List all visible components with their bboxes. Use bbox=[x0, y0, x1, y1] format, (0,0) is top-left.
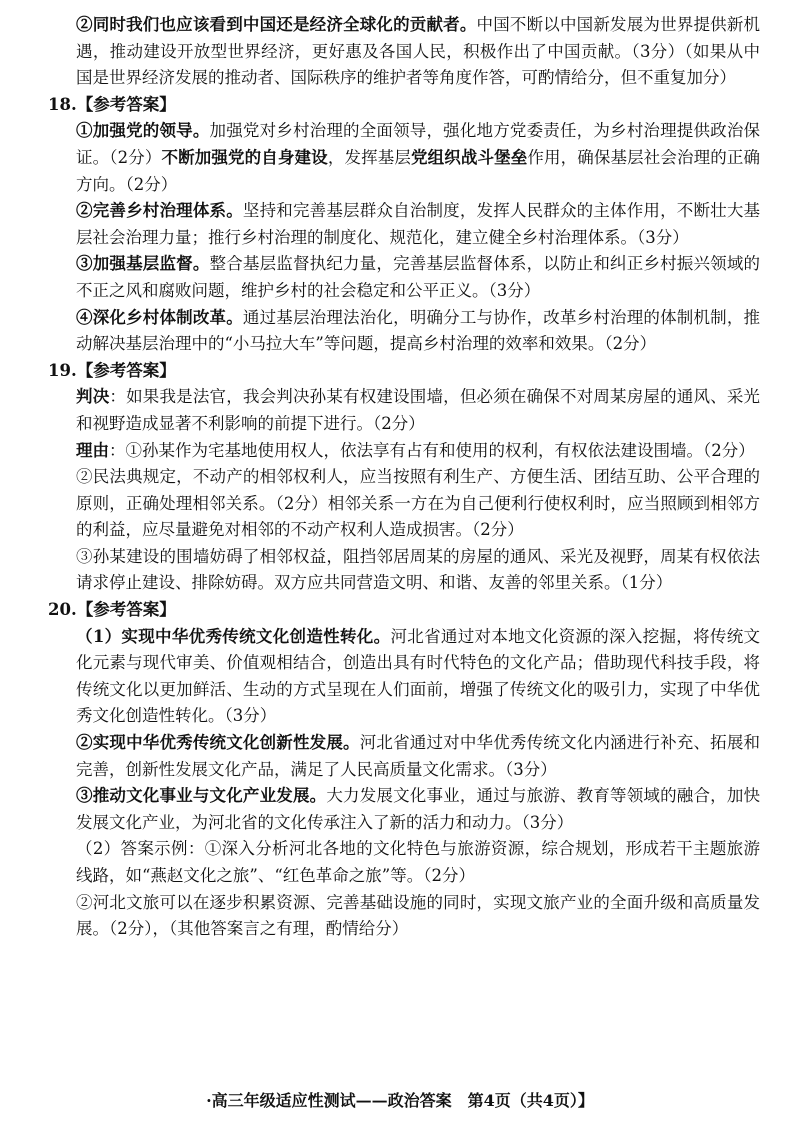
answer-text: ：如果我是法官，我会判决孙某有权建设围墙，但必须在确保不对周某房屋的通风、采光和视野造成显著不利影响的前提下进行。（2分） bbox=[76, 387, 760, 433]
answer-point-title: 判决 bbox=[76, 387, 110, 407]
answer-text: （2）答案示例：①深入分析河北各地的文化特色与旅游资源，综合规划，形成若干主题旅游线路，如“燕赵文化之旅”、“红色革命之旅”等。（2分） bbox=[76, 839, 760, 885]
answer-point-title: 理由 bbox=[76, 440, 109, 460]
answer-point-title: ③加强基层监督。 bbox=[76, 254, 210, 274]
answer-point-title: ③推动文化事业与文化产业发展。 bbox=[76, 786, 327, 806]
question-heading: 18.【参考答案】 bbox=[48, 94, 176, 114]
answer-text: 大力发展文化事业，通过与旅游、教育等领域的融合，加快发展文化产业，为河北省的文化传承注入了新的活力和动力。（3分） bbox=[76, 786, 760, 832]
page-footer: ·高三年级适应性测试——政治答案 第4页（共4页）】 bbox=[206, 1091, 594, 1110]
answer-point-title: ④深化乡村体制改革。 bbox=[76, 307, 243, 327]
answer-text: 坚持和完善基层群众自治制度，发挥人民群众的主体作用，不断壮大基层社会治理力量；推行乡村治理的制度化、规范化，建立健全乡村治理体系。（3分） bbox=[76, 201, 760, 247]
answer-paragraph bbox=[48, 624, 760, 730]
answer-text: 作用，确保基层社会治理的正确方向。（2分） bbox=[76, 147, 761, 194]
answer-paragraph bbox=[48, 890, 760, 943]
answer-paragraph bbox=[48, 118, 760, 198]
answer-text: 中国不断以中国新发展为世界提供新机遇，推动建设开放型世界经济，更好惠及各国人民，积极作出了中国贡献。（3分）（如果从中国是世界经济发展的推动者、国际秩序的维护者等角度作答，可酌情给分，但不重复加分） bbox=[76, 15, 760, 88]
answer-text: ：①孙某作为宅基地使用权人，依法享有占有和使用的权利，有权依法建设围墙。（2分） bbox=[109, 440, 755, 460]
answer-text: 整合基层监督执纪力量，完善基层监督体系，以防止和纠正乡村振兴领域的不正之风和腐败问题，维护乡村的社会稳定和公平正义。（3分） bbox=[76, 254, 760, 300]
answer-paragraph bbox=[48, 12, 760, 92]
answer-paragraph bbox=[48, 251, 760, 304]
answer-point-title: （1）实现中华优秀传统文化创造性转化。 bbox=[76, 626, 391, 646]
answer-text: 通过基层治理法治化，明确分工与协作，改革乡村治理的体制机制，推动解决基层治理中的“小马拉大车”等问题，提高乡村治理的效率和效果。（2分） bbox=[76, 307, 760, 354]
answer-paragraph bbox=[48, 305, 760, 358]
answer-text: ③孙某建设的围墙妨碍了相邻权益，阻挡邻居周某的房屋的通风、采光及视野，周某有权依法请求停止建设、排除妨碍。双方应共同营造文明、和谐、友善的邻里关系。（1分） bbox=[76, 546, 760, 593]
question-heading: 19.【参考答案】 bbox=[48, 360, 176, 380]
question-heading: 20.【参考答案】 bbox=[48, 600, 176, 620]
answer-point-title: ①加强党的领导。 bbox=[76, 121, 210, 141]
answer-paragraph bbox=[48, 198, 760, 251]
answer-point-title: 党组织战斗堡垒 bbox=[410, 147, 528, 167]
answer-point-title: 不断加强党的自身建设 bbox=[161, 147, 328, 167]
answer-point-title: ②实现中华优秀传统文化创新性发展。 bbox=[76, 733, 360, 753]
answer-point-title: ②同时我们也应该看到中国还是经济全球化的贡献者。 bbox=[76, 15, 477, 34]
answer-paragraph bbox=[48, 730, 760, 783]
answer-paragraph bbox=[48, 544, 760, 597]
answer-paragraph bbox=[48, 783, 760, 836]
answer-text: ②河北文旅可以在逐步积累资源、完善基础设施的同时，实现文旅产业的全面升级和高质量发展。（2分），（其他答案言之有理，酌情给分） bbox=[76, 892, 760, 939]
answer-text: ，发挥基层 bbox=[327, 147, 411, 167]
answer-paragraph bbox=[48, 384, 760, 437]
answer-text: 加强党对乡村治理的全面领导，强化地方党委责任，为乡村治理提供政治保证。（2分） bbox=[76, 121, 760, 167]
answer-point-title: ②完善乡村治理体系。 bbox=[76, 201, 243, 221]
answer-text: ②民法典规定，不动产的相邻权利人，应当按照有利生产、方便生活、团结互助、公平合理的原则，正确处理相邻关系。（2分）相邻关系一方在为自己便利行使权利时，应当照顾到相邻方的利益，应尽量避免对相邻的不动产权利人造成损害。（2分） bbox=[76, 467, 760, 540]
answer-paragraph bbox=[48, 464, 760, 544]
answer-text: 河北省通过对本地文化资源的深入挖掘，将传统文化元素与现代审美、价值观相结合，创造出具有时代特色的文化产品；借助现代科技手段，将传统文化以更加鲜活、生动的方式呈现在人们面前，增强了传统文化的吸引力，实现了中华优秀文化创造性转化。（3分） bbox=[76, 626, 761, 726]
answer-content bbox=[48, 12, 760, 943]
answer-paragraph bbox=[48, 836, 760, 889]
answer-paragraph bbox=[48, 438, 760, 465]
answer-text: 河北省通过对中华优秀传统文化内涵进行补充、拓展和完善，创新性发展文化产品，满足了人民高质量文化需求。（3分） bbox=[76, 733, 760, 779]
